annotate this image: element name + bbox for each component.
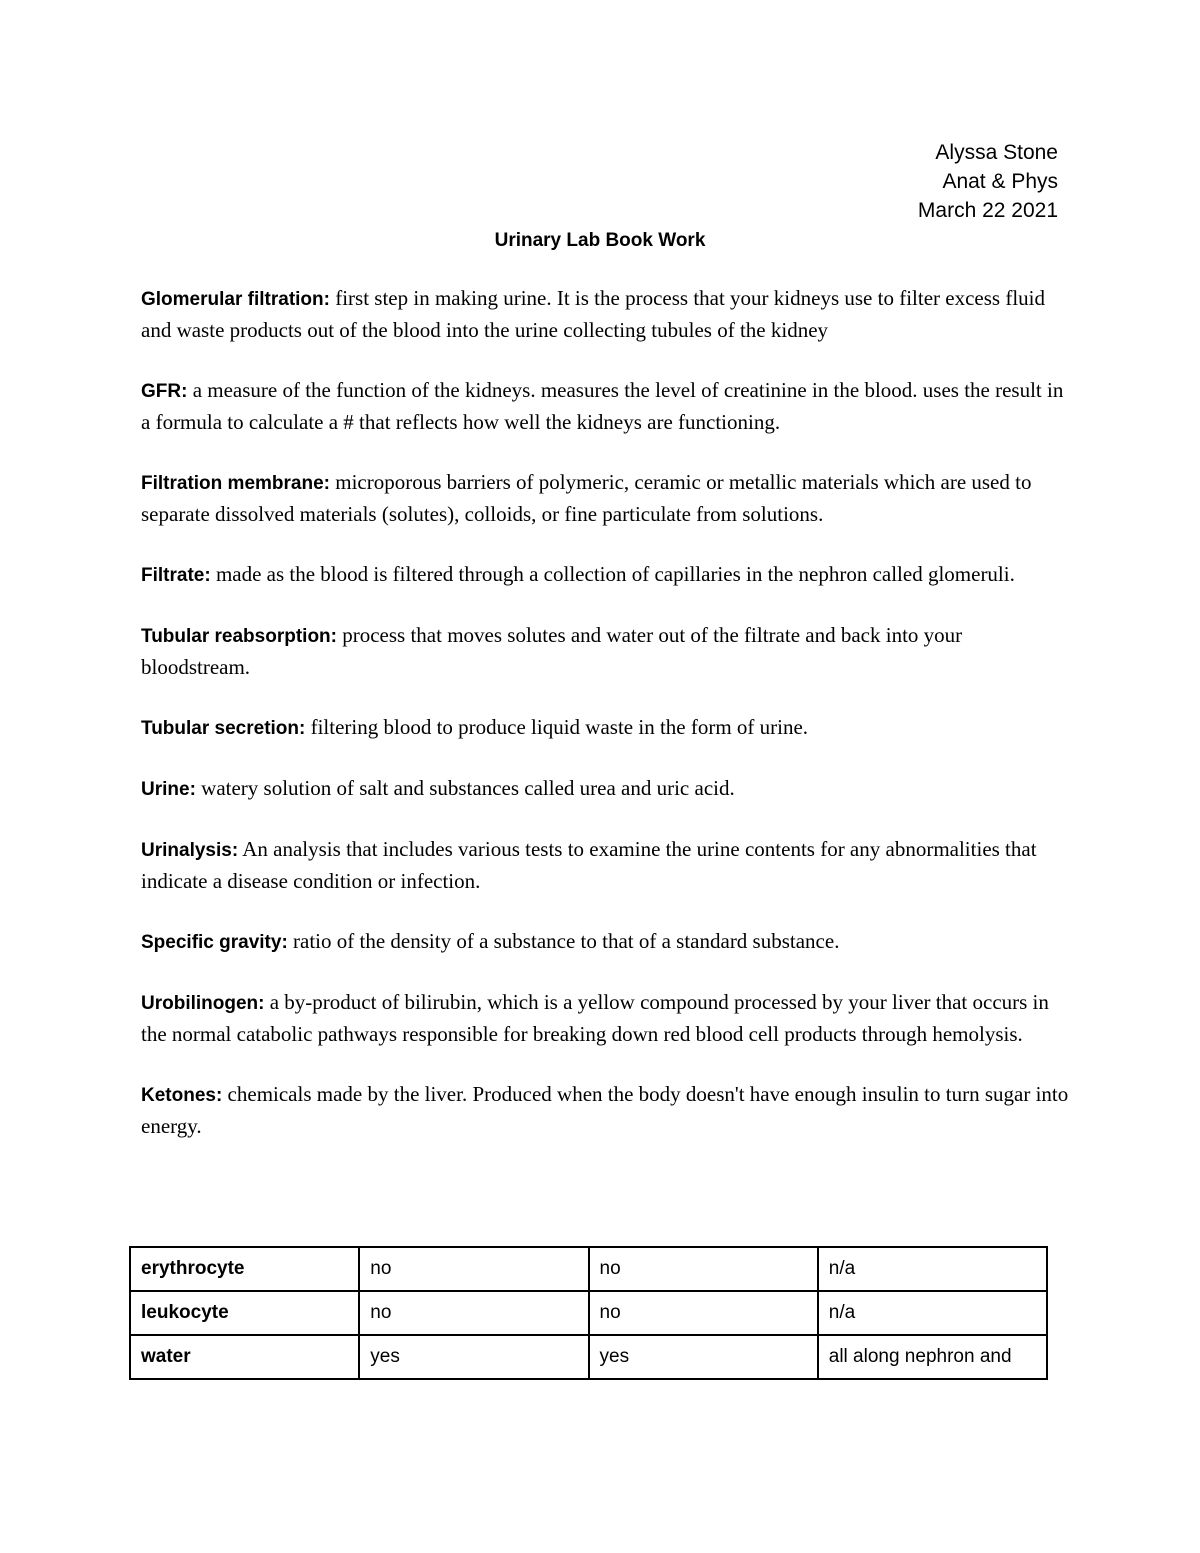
term-name: Urine: bbox=[141, 779, 196, 800]
course-name: Anat & Phys bbox=[942, 170, 1058, 193]
table-cell: no bbox=[589, 1247, 818, 1291]
table-cell: n/a bbox=[818, 1247, 1047, 1291]
table-cell: all along nephron and bbox=[818, 1335, 1047, 1379]
author-name: Alyssa Stone bbox=[935, 141, 1058, 164]
term-name: Ketones: bbox=[141, 1085, 223, 1106]
term-urine bbox=[141, 773, 1071, 805]
term-definition: chemicals made by the liver. Produced when the body doesn't have enough insulin to turn sugar into energy. bbox=[141, 1082, 1069, 1138]
table-cell: erythrocyte bbox=[130, 1247, 359, 1291]
term-list bbox=[141, 283, 1071, 1171]
table-row bbox=[130, 1247, 1047, 1291]
term-definition: ratio of the density of a substance to that of a standard substance. bbox=[287, 929, 840, 953]
filtration-table bbox=[129, 1246, 1048, 1380]
term-filtrate bbox=[141, 559, 1071, 591]
table-cell: no bbox=[359, 1291, 588, 1335]
term-definition: process that moves solutes and water out of the filtrate and back into your bloodstream. bbox=[141, 623, 963, 679]
table-cell: leukocyte bbox=[130, 1291, 359, 1335]
term-name: Glomerular filtration: bbox=[141, 289, 330, 310]
term-definition: filtering blood to produce liquid waste in the form of urine. bbox=[305, 715, 809, 739]
term-urobilinogen bbox=[141, 987, 1071, 1050]
term-definition: first step in making urine. It is the process that your kidneys use to filter excess fluid and waste products out of the blood into the urine collecting tubules of the kidney bbox=[141, 286, 1045, 342]
term-name: Specific gravity: bbox=[141, 932, 288, 953]
term-specific-gravity bbox=[141, 926, 1071, 958]
term-name: Urobilinogen: bbox=[141, 993, 265, 1014]
author-header bbox=[918, 138, 1058, 225]
term-definition: a measure of the function of the kidneys. measures the level of creatinine in the blood. uses the result in a formula to calculate a # that reflects how well the kidneys are functioning. bbox=[141, 378, 1064, 434]
term-ketones bbox=[141, 1079, 1071, 1142]
term-glomerular-filtration bbox=[141, 283, 1071, 346]
term-definition: microporous barriers of polymeric, ceramic or metallic materials which are used to separate dissolved materials (solutes), colloids, or fine particulate from solutions. bbox=[141, 470, 1032, 526]
table-row bbox=[130, 1291, 1047, 1335]
table-cell: no bbox=[359, 1247, 588, 1291]
term-tubular-reabsorption bbox=[141, 620, 1071, 683]
table-cell: yes bbox=[589, 1335, 818, 1379]
term-filtration-membrane bbox=[141, 467, 1071, 530]
term-name: Filtrate: bbox=[141, 565, 211, 586]
table-cell: no bbox=[589, 1291, 818, 1335]
term-name: Urinalysis: bbox=[141, 840, 239, 861]
term-definition: watery solution of salt and substances called urea and uric acid. bbox=[195, 776, 735, 800]
table-cell: n/a bbox=[818, 1291, 1047, 1335]
term-name: GFR: bbox=[141, 381, 188, 402]
term-urinalysis bbox=[141, 834, 1071, 897]
document-date: March 22 2021 bbox=[917, 199, 1058, 222]
table-cell: yes bbox=[359, 1335, 588, 1379]
term-name: Tubular secretion: bbox=[141, 718, 306, 739]
term-definition: An analysis that includes various tests to examine the urine contents for any abnormalities that indicate a disease condition or infection. bbox=[141, 837, 1037, 893]
term-name: Tubular reabsorption: bbox=[141, 626, 337, 647]
table-cell: water bbox=[130, 1335, 359, 1379]
term-tubular-secretion bbox=[141, 712, 1071, 744]
term-name: Filtration membrane: bbox=[141, 473, 330, 494]
term-definition: a by-product of bilirubin, which is a yellow compound processed by your liver that occurs in the normal catabolic pathways responsible for breaking down red blood cell products through hemolysis. bbox=[141, 990, 1049, 1046]
table-row bbox=[130, 1335, 1047, 1379]
term-gfr bbox=[141, 375, 1071, 438]
term-definition: made as the blood is filtered through a collection of capillaries in the nephron called glomeruli. bbox=[210, 562, 1015, 586]
document-title: Urinary Lab Book Work bbox=[494, 230, 706, 251]
